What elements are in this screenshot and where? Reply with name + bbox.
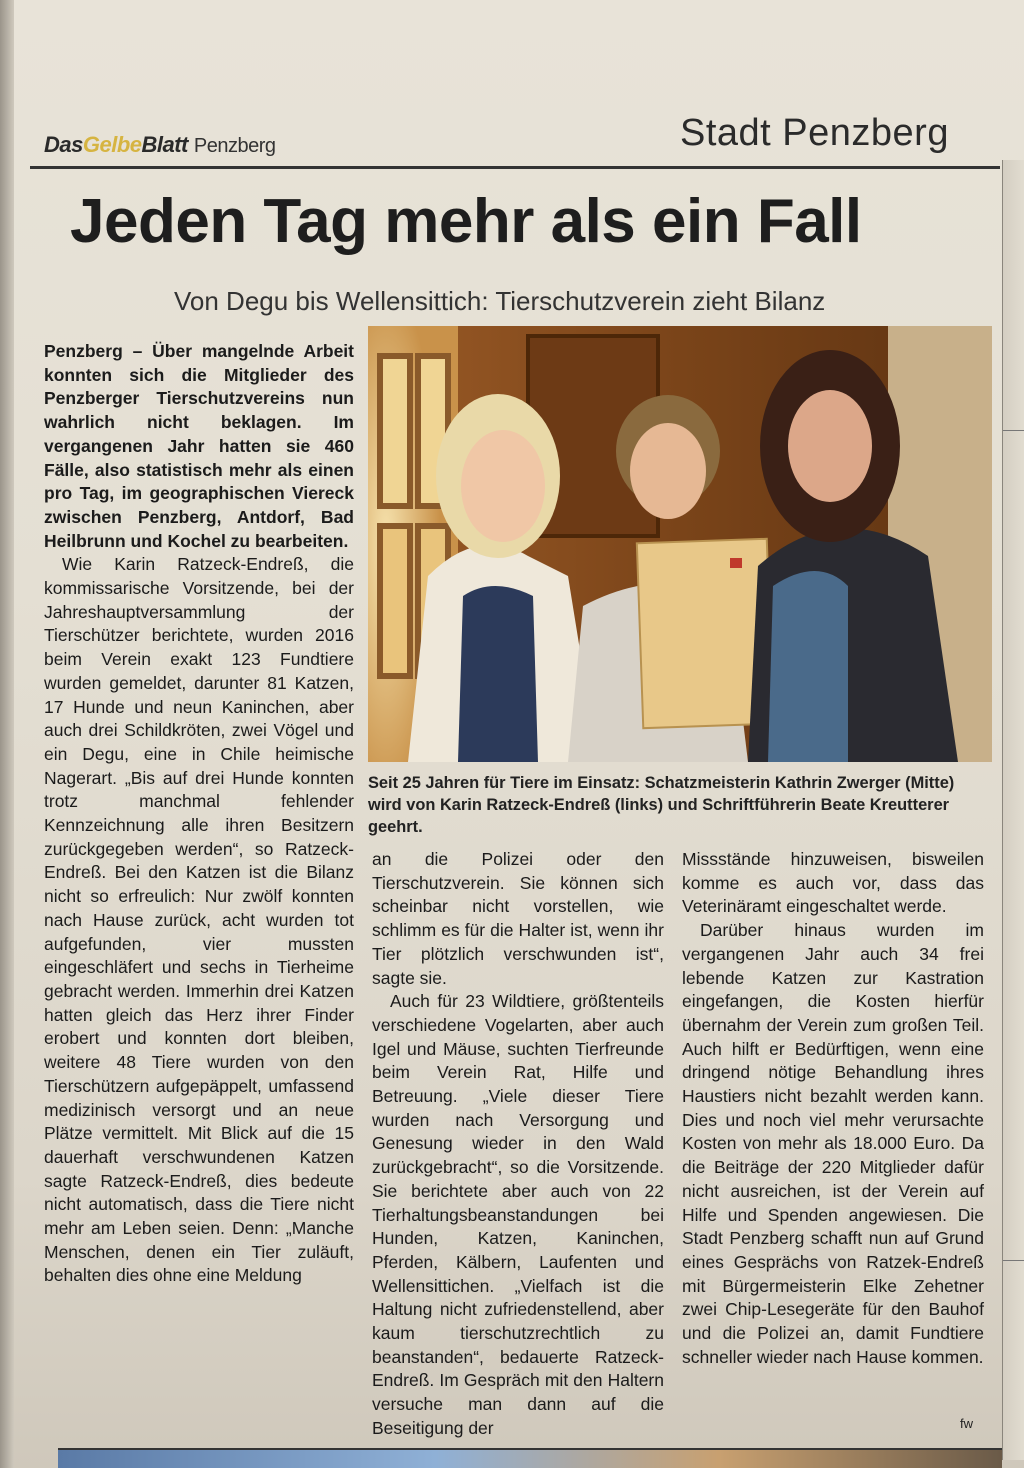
masthead-logo: DasGelbeBlatt Penzberg <box>44 132 276 157</box>
next-article-image-strip <box>58 1448 1002 1468</box>
author-signature: fw <box>960 1416 973 1431</box>
article-column-3 <box>682 848 984 1369</box>
article-column-2 <box>372 848 664 1441</box>
photo-illustration <box>368 326 992 762</box>
article-column-1 <box>44 340 354 1288</box>
adjacent-page-strip <box>1002 160 1024 1460</box>
lead-paragraph: Penzberg – Über mangelnde Arbeit konnten sich die Mitglieder des Penzberger Tierschutzvereins nun wahrlich nicht beklagen. Im vergangenen Jahr hatten sie 460 Fälle, also statistisch mehr als einen pro Tag, im geographischen Viereck zwischen Penzberg, Antdorf, Bad Heilbrunn und Kochel zu bearbeiten. <box>44 341 354 551</box>
body-paragraph: an die Polizei oder den Tierschutzverein. Sie können sich scheinbar nicht vorstellen, wie schlimm es für die Halter ist, wenn ihr Tier plötzlich verschwunden ist“, sagte sie. <box>372 849 664 988</box>
section-title: Stadt Penzberg <box>680 112 949 154</box>
masthead-town: Penzberg <box>193 135 276 157</box>
body-paragraph: Auch für 23 Wildtiere, größtenteils verschiedene Vogelarten, aber auch Igel und Mäuse, suchten Tierfreunde beim Verein Rat, Hilfe und Betreuung. „Viele dieser Tiere wurden nach Versorgung und Genesung wieder in den Wald zurückgebracht“, so die Vorsitzende. Sie berichtete aber auch von 22 Tierhaltungsbeanstandungen bei Hunden, Katzen, Kaninchen, Pferden, Kälbern, Laufenten und Wellensittichen. „Vielfach ist die Haltung nicht zufriedenstellend, aber kaum tierschutzrechtlich zu beanstanden“, bedauerte Ratzeck-Endreß. Im Gespräch mit den Haltern versuche man dann auf die Beseitigung der <box>372 991 664 1438</box>
body-paragraph: Darüber hinaus wurden im vergangenen Jahr auch 34 frei lebende Katzen zur Kastration eingefangen, die Kosten hierfür übernahm der Verein zum großen Teil. Auch hilft er Bedürftigen, wenn eine dringend nötige Behandlung ihres Haustiers nicht bezahlt werden kann. Dies und noch viel mehr verursachte Kosten von mehr als 18.000 Euro. Da die Beiträge der 220 Mitglieder dafür nicht ausreichen, ist der Verein auf Hilfe und Spenden angewiesen. Die Stadt Penzberg schafft nun auf Grund eines Gesprächs von Ratzek-Endreß mit Bürgermeisterin Elke Zehetner zwei Chip-Lesegeräte für den Bauhof und die Polizei an, damit Fundtiere schneller wieder nach Hause kommen. <box>682 920 984 1367</box>
header-rule <box>30 166 1000 169</box>
body-paragraph: Wie Karin Ratzeck-Endreß, die kommissarische Vorsitzende, bei der Jahreshauptversammlung der Tierschützer berichtete, wurden 2016 beim Verein exakt 123 Fundtiere wurden gemeldet, darunter 81 Katzen, 17 Hunde und neun Kaninchen, aber auch drei Schildkröten, zwei Vögel und ein Degu, eine in Chile heimische Nagerart. „Bis auf drei Hunde konnten trotz manchmal fehlender Kennzeichnung alle ihren Besitzern zurückgegeben werden“, so Ratzeck-Endreß. Bei den Katzen ist die Bilanz nicht so erfreulich: Nur zwölf konnten nach Hause zurück, acht wurden tot aufgefunden, vier mussten eingeschläfert und sechs in Tierheime gebracht werden. Immerhin drei Katzen hatten gleich das Herz ihrer Finder erobert und konnten dort bleiben, weitere 48 Tiere wurden von den Tierschützern aufgepäppelt, umfassend medizinisch versorgt und an neue Plätze vermittelt. Mit Blick auf die 15 dauerhaft verschwundenen Katzen sagte Ratzeck-Endreß, dies bedeute nicht automatisch, dass die Tiere nicht mehr am Leben seien. Denn: „Manche Menschen, denen ein Tier zuläuft, behalten dies ohne eine Meldung <box>44 554 354 1286</box>
subheadline: Von Degu bis Wellensittich: Tierschutzverein zieht Bilanz <box>174 286 826 316</box>
headline: Jeden Tag mehr als ein Fall <box>70 187 862 256</box>
photo-caption: Seit 25 Jahren für Tiere im Einsatz: Schatzmeisterin Kathrin Zwerger (Mitte) wird von Karin Ratzeck-Endreß (links) und Schriftführerin Beate Kreutterer geehrt. <box>368 774 955 836</box>
page-edge-shadow <box>0 0 14 1468</box>
body-paragraph: Missstände hinzuweisen, bisweilen komme es auch vor, dass das Veterinäramt eingeschaltet werde. <box>682 849 984 917</box>
article-photo <box>368 326 992 762</box>
